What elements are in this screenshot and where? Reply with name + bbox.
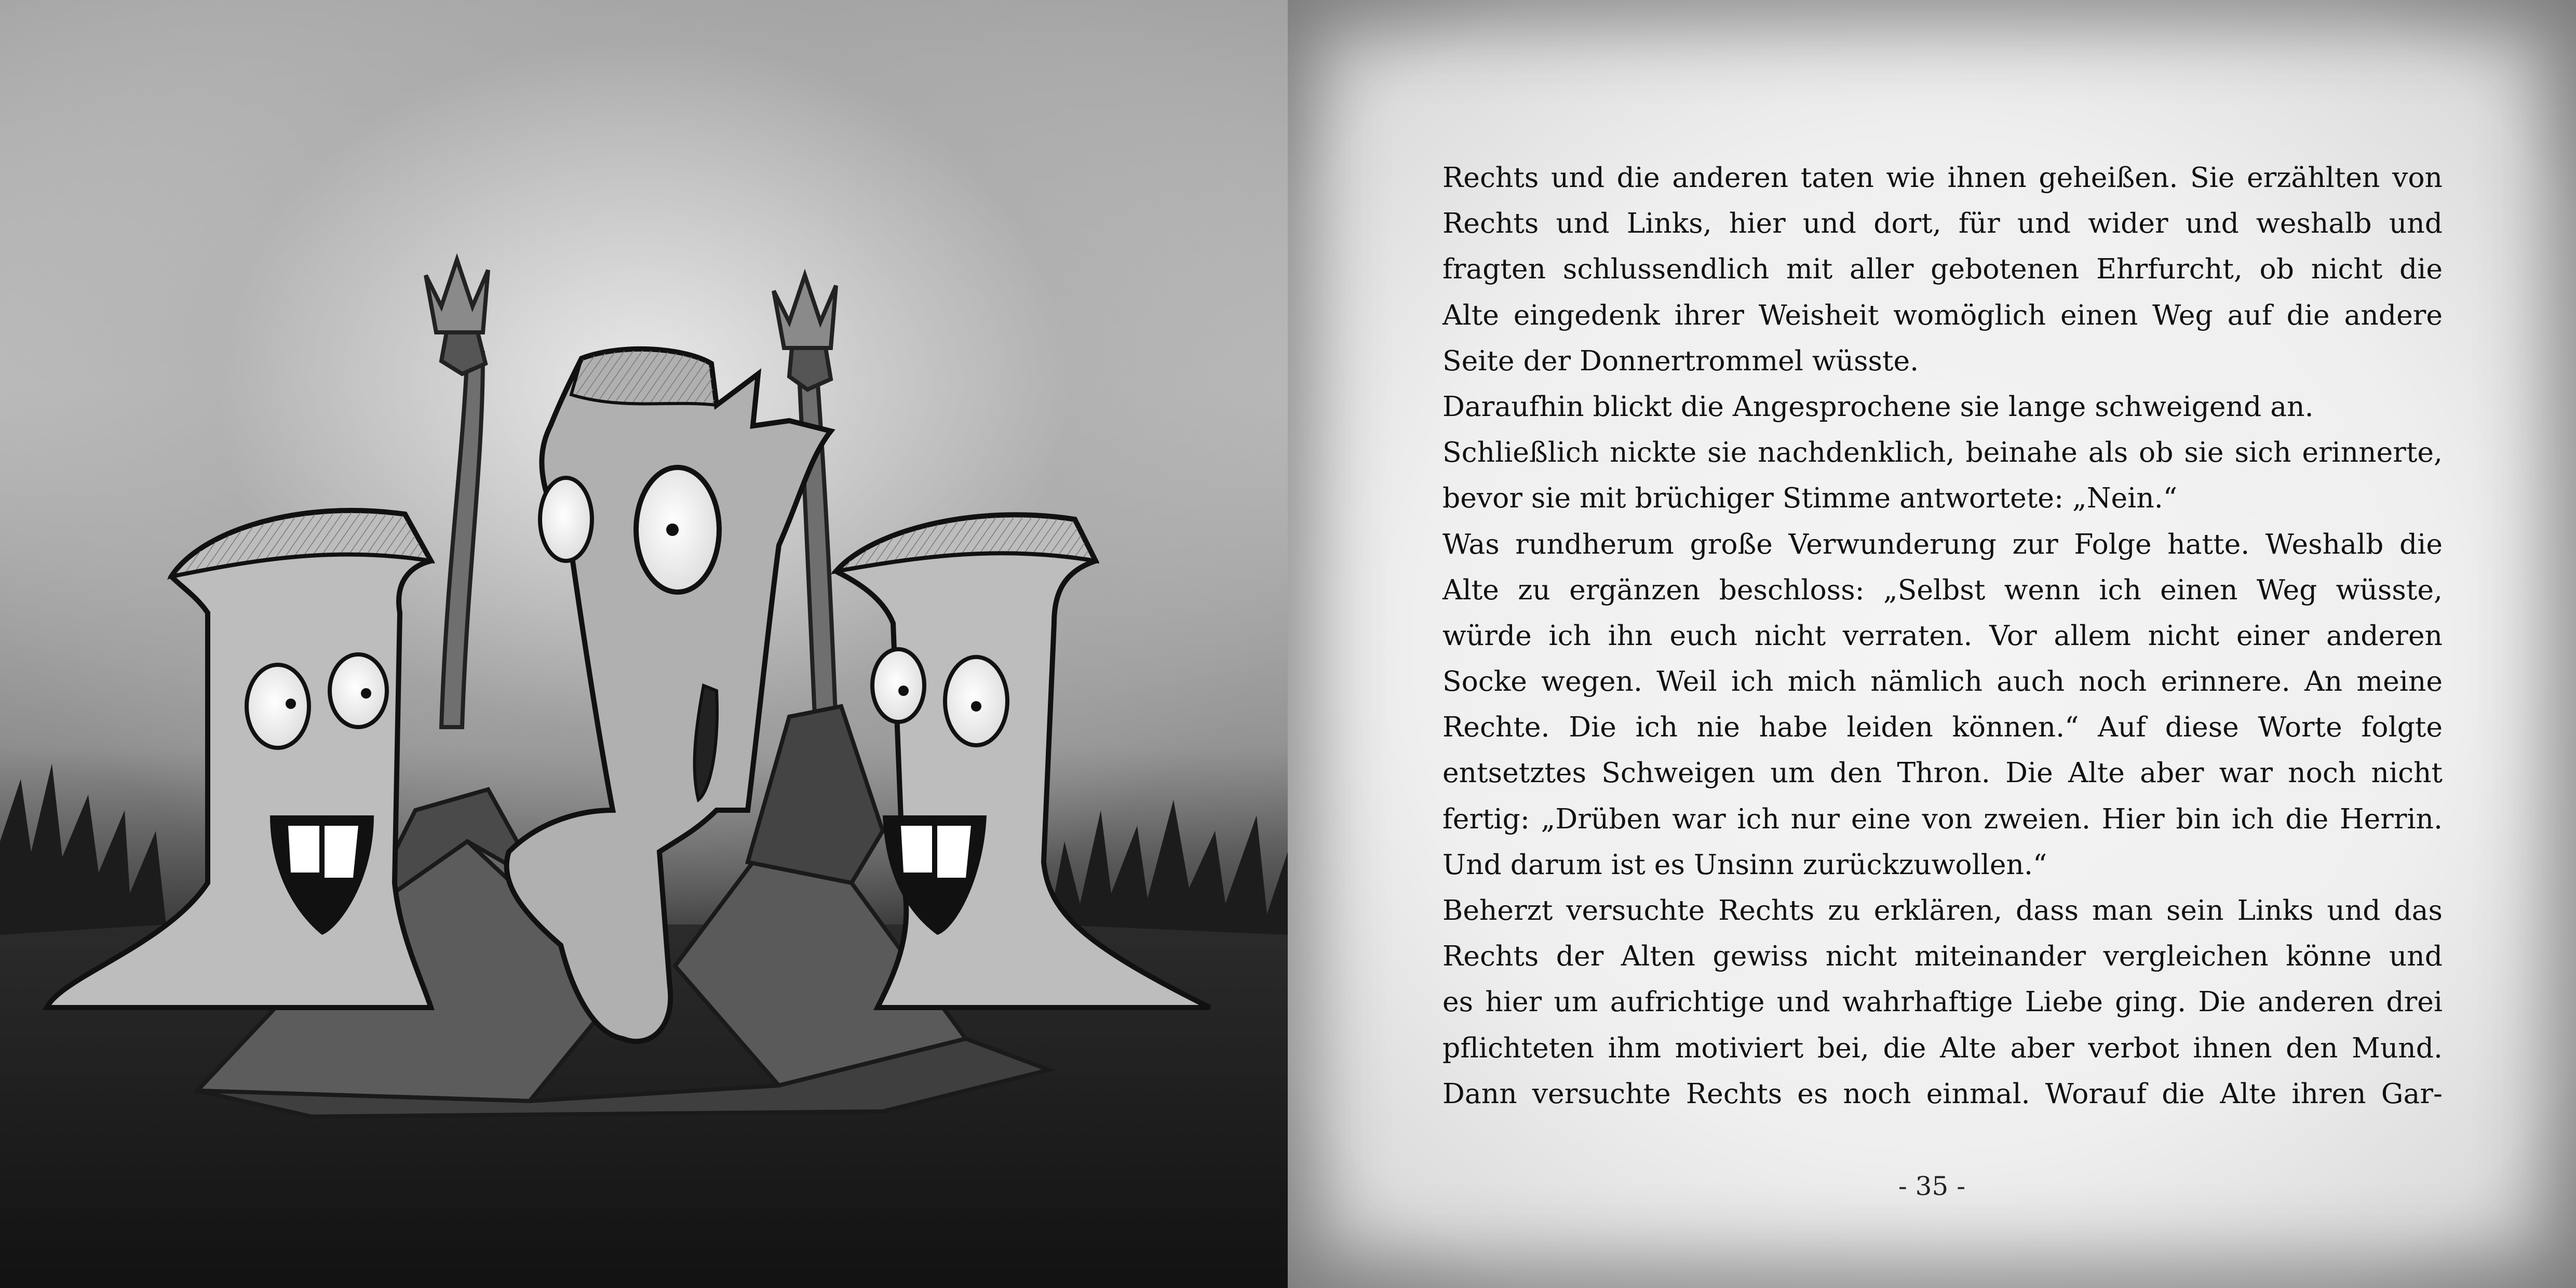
right-sock-eye-left	[872, 649, 924, 722]
old-sock-eye-left	[540, 478, 592, 561]
story-text	[1442, 155, 2443, 1117]
text-line: Seite der Donnertrommel wüsste.	[1442, 344, 1919, 377]
text-line: bevor sie mit brüchiger Stimme antwortete: „Nein.“	[1442, 481, 2178, 515]
text-line: Schließlich nickte sie nachdenklich, beinahe als ob sie sich erinnerte,	[1442, 436, 2443, 469]
grass-left	[0, 763, 166, 935]
text-line: Dann versuchte Rechts es noch einmal. Worauf die Alte ihren Gar-	[1442, 1077, 2443, 1110]
text-line: Alte eingedenk ihrer Weisheit womöglich einen Weg auf die andere	[1442, 298, 2443, 331]
text-line: Alte zu ergänzen beschloss: „Selbst wenn ich einen Weg wüsste,	[1442, 573, 2443, 606]
text-line: Was rundherum große Verwunderung zur Folge hatte. Weshalb die	[1442, 527, 2443, 560]
text-line: Und darum ist es Unsinn zurückzuwollen.“	[1442, 848, 2047, 881]
text-line: Rechts und Links, hier und dort, für und wider und weshalb und	[1442, 207, 2443, 240]
text-line: fertig: „Drüben war ich nur eine von zweien. Hier bin ich die Herrin.	[1442, 802, 2443, 835]
text-line: fragten schlussendlich mit aller gebotenen Ehrfurcht, ob nicht die	[1442, 252, 2443, 286]
text-line: Socke wegen. Weil ich mich nämlich auch noch erinnere. An meine	[1442, 665, 2443, 698]
text-line: würde ich ihn euch nicht verraten. Vor allem nicht einer anderen	[1442, 619, 2443, 652]
text-line: entsetztes Schweigen um den Thron. Die Alte aber war noch nicht	[1442, 756, 2443, 789]
text-line: es hier um aufrichtige und wahrhaftige Liebe ging. Die anderen drei	[1442, 985, 2443, 1018]
page-number: - 35 -	[1898, 1171, 1966, 1201]
scepter-left	[426, 260, 488, 727]
text-line: Daraufhin blickt die Angesprochene sie lange schweigend an.	[1442, 390, 2314, 423]
text-line: Beherzt versuchte Rechts zu erklären, dass man sein Links und das	[1442, 894, 2443, 927]
left-sock-eye-right	[330, 654, 387, 727]
text-page	[1288, 0, 2576, 1288]
text-line: pflichteten ihm motiviert bei, die Alte aber verbot ihnen den Mund.	[1442, 1031, 2443, 1064]
text-line: Rechts und die anderen taten wie ihnen geheißen. Sie erzählten von	[1442, 161, 2443, 194]
text-line: Rechts der Alten gewiss nicht miteinander vergleichen könne und	[1442, 940, 2443, 973]
text-line: Rechte. Die ich nie habe leiden können.“ Auf diese Worte folgte	[1442, 710, 2443, 744]
grass-right	[1049, 800, 1288, 935]
left-sock-eye-left	[247, 665, 309, 748]
